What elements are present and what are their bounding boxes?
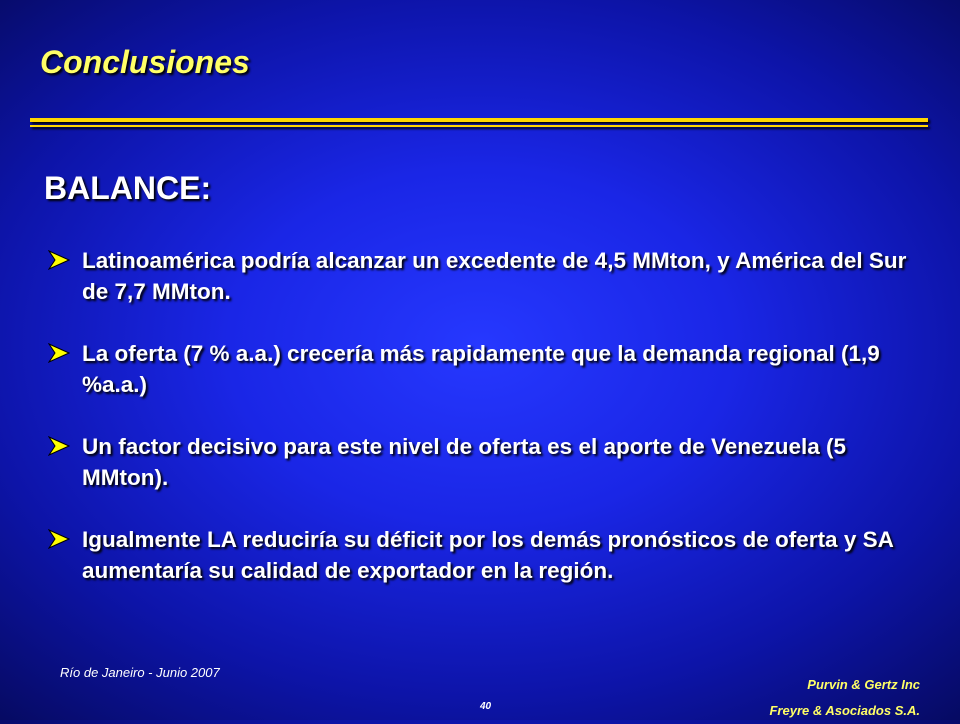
title-divider-thin [30, 125, 928, 127]
footer-company-2: Freyre & Asociados S.A. [769, 703, 920, 718]
footer-company-1: Purvin & Gertz Inc [807, 677, 920, 692]
bullet-item [44, 245, 924, 307]
arrowhead-bullet-icon [48, 529, 70, 549]
title-divider-thick [30, 118, 928, 122]
section-heading: BALANCE: [44, 170, 212, 206]
bullet-text: Un factor decisivo para este nivel de oferta es el aporte de Venezuela (5 MMton). [82, 434, 847, 490]
slide-title: Conclusiones [40, 44, 250, 80]
arrowhead-bullet-icon [48, 343, 70, 363]
footer-location-date: Río de Janeiro - Junio 2007 [60, 665, 220, 680]
arrowhead-bullet-icon [48, 250, 70, 270]
arrowhead-bullet-icon [48, 436, 70, 456]
bullet-item [44, 431, 924, 493]
bullet-item [44, 338, 924, 400]
bullet-text: La oferta (7 % a.a.) crecería más rapidamente que la demanda regional (1,9 %a.a.) [82, 341, 880, 397]
bullet-list [44, 245, 924, 617]
page-number: 40 [480, 701, 492, 712]
footer-companies [769, 672, 920, 724]
bullet-text: Latinoamérica podría alcanzar un excedente de 4,5 MMton, y América del Sur de 7,7 MMton. [82, 248, 907, 304]
bullet-text: Igualmente LA reduciría su déficit por los demás pronósticos de oferta y SA aumentaría su calidad de exportador en la región. [82, 527, 894, 583]
bullet-item [44, 524, 924, 586]
